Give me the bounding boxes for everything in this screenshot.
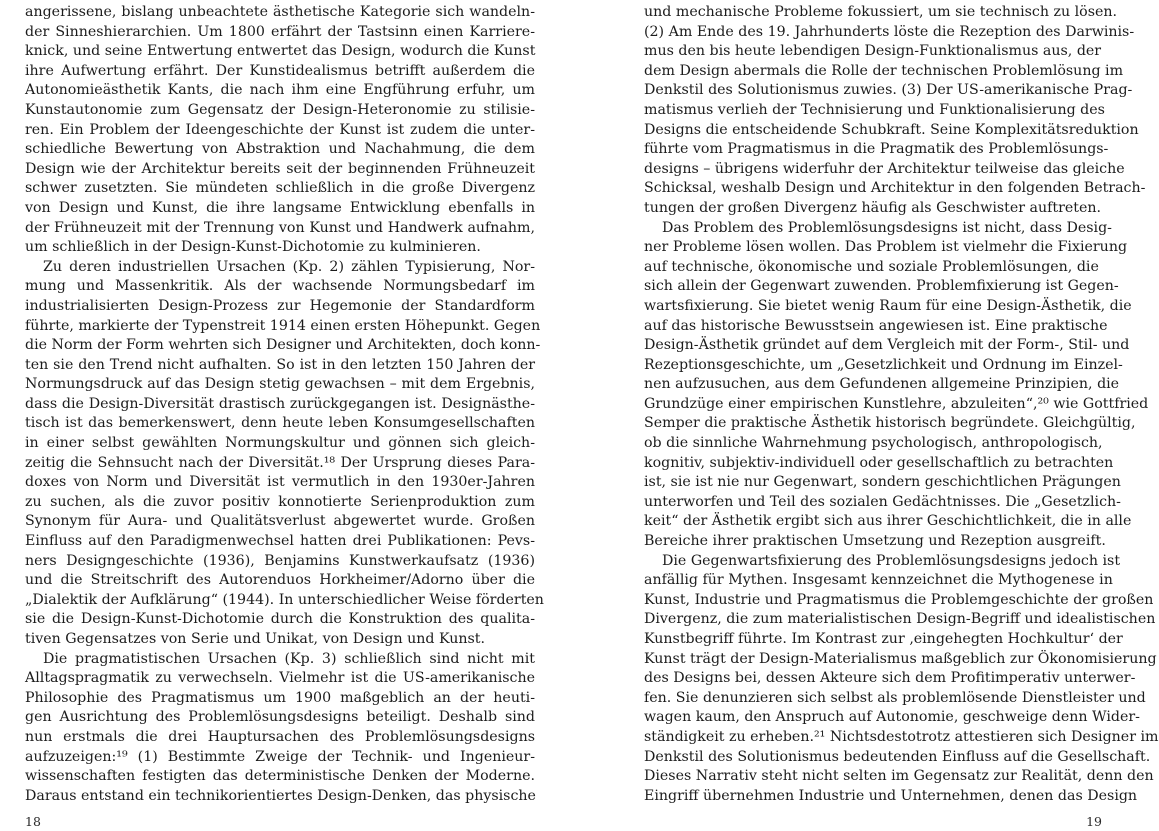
text-line: wartsfixierung. Sie bietet wenig Raum für eine Design-Ästhetik, die — [644, 297, 1132, 314]
left-page-number: 18 — [25, 814, 41, 829]
text-line: der Sinneshierarchien. Um 1800 erfährt der Tastsinn einen Karriere- — [25, 23, 535, 40]
text-line: und die Streitschrift des Autorenduos Horkheimer/Adorno über die — [25, 572, 535, 589]
text-line: designs – übrigens widerfuhr der Architektur teilweise das gleiche — [644, 160, 1125, 177]
text-line: Design wie der Architektur bereits seit der beginnenden Frühneuzeit — [25, 160, 535, 177]
text-line: Alltagspragmatik zu verwechseln. Vielmehr ist die US-amerikanische — [25, 670, 535, 687]
text-line: mung und Massenkritik. Als der wachsende Normungsbedarf im — [25, 278, 535, 295]
text-line: mus den bis heute lebendigen Design-Funktionalismus aus, der — [644, 43, 1102, 60]
text-line: von Design und Kunst, die ihre langsame Entwicklung ebenfalls in — [25, 199, 535, 216]
text-line: Schicksal, weshalb Design und Architektur in den folgenden Betrach- — [644, 180, 1146, 197]
text-line: Einfluss auf den Paradigmenwechsel hatten drei Publikationen: Pevs- — [25, 533, 535, 550]
text-line: Kunst, Industrie und Pragmatismus die Problemgeschichte der großen — [644, 591, 1154, 608]
text-line: ners Designgeschichte (1936), Benjamins Kunstwerkaufsatz (1936) — [25, 552, 535, 569]
text-line: tiven Gegensatzes von Serie und Unikat, von Design und Kunst. — [25, 631, 486, 647]
left-page — [0, 0, 560, 831]
text-line: Normungsdruck auf das Design stetig gewachsen – mit dem Ergebnis, — [25, 376, 535, 393]
text-line: wagen kaum, den Anspruch auf Autonomie, geschweige denn Wider- — [644, 709, 1140, 726]
text-line: ner Probleme lösen wollen. Das Problem ist vielmehr die Fixierung — [644, 239, 1128, 256]
text-line: tungen der großen Divergenz häufig als Geschwister auftreten. — [644, 199, 1101, 216]
text-line: die Norm der Form wehrten sich Designer und Architekten, doch konn- — [25, 337, 541, 354]
text-line: gen Ausrichtung des Problemlösungsdesigns beteiligt. Deshalb sind — [25, 709, 535, 726]
text-line: sich allein der Gegenwart zuwenden. Problemfixierung ist Gegen- — [644, 278, 1119, 295]
text-line: Designs die entscheidende Schubkraft. Seine Komplexitätsreduktion — [644, 121, 1139, 138]
text-line: ren. Ein Problem der Ideengeschichte der Kunst ist zudem die unter- — [25, 121, 535, 138]
right-page-text — [644, 3, 1159, 806]
text-line: industrialisierten Design-Prozess zur Hegemonie der Standardform — [25, 297, 535, 314]
text-line: Die pragmatistischen Ursachen (Kp. 3) schließlich sind nicht mit — [43, 650, 535, 667]
text-line: wissenschaften festigten das deterministische Denken der Moderne. — [25, 768, 535, 785]
text-line: (2) Am Ende des 19. Jahrhunderts löste die Rezeption des Darwinis- — [644, 23, 1135, 40]
text-line: Grundzüge einer empirischen Kunstlehre, abzuleiten“,²⁰ wie Gottfried — [644, 395, 1149, 412]
text-line: Zu deren industriellen Ursachen (Kp. 2) zählen Typisierung, Nor- — [43, 258, 535, 275]
text-line: dass die Design-Diversität drastisch zurückgegangen ist. Designästhe- — [25, 395, 535, 412]
text-line: Kunstbegriff führte. Im Kontrast zur ‚eingehegten Hochkultur‘ der — [644, 631, 1123, 647]
text-line: matismus verlieh der Technisierung und Funktionalisierung des — [644, 101, 1105, 118]
text-line: Kunst trägt der Design-Materialismus maßgeblich zur Ökonomisierung — [644, 650, 1157, 667]
text-line: Kunstautonomie zum Gegensatz der Design-Heteronomie zu stilisie- — [25, 101, 535, 118]
text-line: zu suchen, als die zuvor positiv konnotierte Serienproduktion zum — [25, 493, 535, 510]
text-line: Denkstil des Solutionismus bedeutenden Einfluss auf die Gesellschaft. — [644, 748, 1151, 765]
text-line: führte, markierte der Typenstreit 1914 einen ersten Höhepunkt. Gegen — [25, 317, 541, 334]
text-line: schiedliche Bewertung von Abstraktion und Nachahmung, die dem — [25, 141, 535, 158]
text-line: Das Problem des Problemlösungsdesigns ist nicht, dass Desig- — [662, 219, 1112, 236]
text-line: anfällig für Mythen. Insgesamt kennzeichnet die Mythogenese in — [644, 572, 1113, 589]
text-line: des Designs bei, dessen Akteure sich dem Profitimperativ unterwer- — [644, 670, 1136, 687]
text-line: der Frühneuzeit mit der Trennung von Kunst und Handwerk aufnahm, — [25, 219, 535, 236]
text-line: nen aufzusuchen, aus dem Gefundenen allgemeine Prinzipien, die — [644, 376, 1120, 393]
text-line: Rezeptionsgeschichte, um „Gesetzlichkeit und Ordnung im Einzel- — [644, 356, 1123, 373]
text-line: Semper die praktische Ästhetik historisch begründete. Gleichgültig, — [644, 415, 1136, 432]
text-line: unterworfen und Teil des sozialen Gedächtnisses. Die „Gesetzlich- — [644, 493, 1121, 510]
text-line: Denkstil des Solutionismus zuwies. (3) Der US-amerikanische Prag- — [644, 82, 1133, 99]
text-line: schwer zusetzten. Sie mündeten schließlich in die große Divergenz — [25, 180, 535, 197]
text-line: Philosophie des Pragmatismus um 1900 maßgeblich an der heuti- — [25, 689, 535, 706]
text-line: zeitig die Sehnsucht nach der Diversität.¹⁸ Der Ursprung dieses Para- — [25, 454, 535, 471]
text-line: tisch ist das bemerkenswert, denn heute leben Konsumgesellschaften — [25, 415, 535, 432]
text-line: aufzuzeigen:¹⁹ (1) Bestimmte Zweige der Technik- und Ingenieur- — [25, 748, 535, 765]
text-line: Dieses Narrativ steht nicht selten im Gegensatz zur Realität, denn den — [644, 768, 1154, 785]
text-line: ständigkeit zu erheben.²¹ Nichtsdestotrotz attestieren sich Designer im — [644, 728, 1159, 745]
text-line: knick, und seine Entwertung entwertet das Design, wodurch die Kunst — [25, 43, 536, 60]
text-line: Divergenz, die zum materialistischen Design-Begriff und idealistischen — [644, 611, 1156, 628]
text-line: Die Gegenwartsfixierung des Problemlösungsdesigns jedoch ist — [662, 552, 1121, 569]
text-line: auf das historische Bewusstsein angewiesen ist. Eine praktische — [644, 317, 1108, 334]
right-page-number: 19 — [1086, 814, 1102, 829]
right-page — [560, 0, 1159, 831]
text-line: fen. Sie denunzieren sich selbst als problemlösende Dienstleister und — [644, 689, 1146, 706]
text-line: um schließlich in der Design-Kunst-Dichotomie zu kulminieren. — [25, 239, 481, 256]
text-line: sie die Design-Kunst-Dichotomie durch die Konstruktion des qualita- — [25, 611, 535, 628]
text-line: „Dialektik der Aufklärung“ (1944). In unterschiedlicher Weise förderten — [25, 591, 544, 608]
text-line: kognitiv, subjektiv-individuell oder gesellschaftlich zu betrachten — [644, 454, 1114, 471]
text-line: keit“ der Ästhetik ergibt sich aus ihrer Geschichtlichkeit, die in alle — [644, 513, 1132, 530]
text-line: Autonomieästhetik Kants, die nach ihm eine Engführung erfuhr, um — [25, 82, 535, 99]
text-line: Design-Ästhetik gründet auf dem Vergleich mit der Form-, Stil- und — [644, 337, 1130, 354]
text-line: führte vom Pragmatismus in die Pragmatik des Problemlösungs- — [644, 141, 1109, 158]
text-line: nun erstmals die drei Hauptursachen des Problemlösungsdesigns — [25, 728, 535, 745]
text-line: Eingriff übernehmen Industrie und Unternehmen, denen das Design — [644, 787, 1138, 804]
text-line: ob die sinnliche Wahrnehmung psychologisch, anthropologisch, — [644, 435, 1103, 452]
text-line: doxes von Norm und Diversität ist vermutlich in den 1930er-Jahren — [25, 474, 535, 491]
text-line: angerissene, bislang unbeachtete ästhetische Kategorie sich wandeln- — [25, 4, 535, 20]
text-line: auf technische, ökonomische und soziale Problemlösungen, die — [644, 258, 1099, 275]
text-line: ist, sie ist nie nur Gegenwart, sondern geschichtlichen Prägungen — [644, 474, 1121, 491]
text-line: dem Design abermals die Rolle der technischen Problemlösung im — [644, 62, 1124, 79]
left-page-text — [25, 3, 544, 806]
text-line: ihre Aufwertung erfährt. Der Kunstidealismus betrifft außerdem die — [25, 62, 535, 79]
text-line: Daraus entstand ein technikorientiertes Design-Denken, das physische — [25, 787, 536, 804]
text-line: Bereiche ihrer praktischen Umsetzung und Rezeption ausgreift. — [644, 533, 1106, 550]
text-line: und mechanische Probleme fokussiert, um sie technisch zu lösen. — [644, 4, 1118, 20]
text-line: Synonym für Aura- und Qualitätsverlust abgewertet wurde. Großen — [25, 513, 535, 530]
text-line: ten sie den Trend nicht aufhalten. So ist in den letzten 150 Jahren der — [25, 356, 535, 373]
text-line: in einer selbst gewählten Normungskultur und gönnen sich gleich- — [25, 435, 535, 452]
